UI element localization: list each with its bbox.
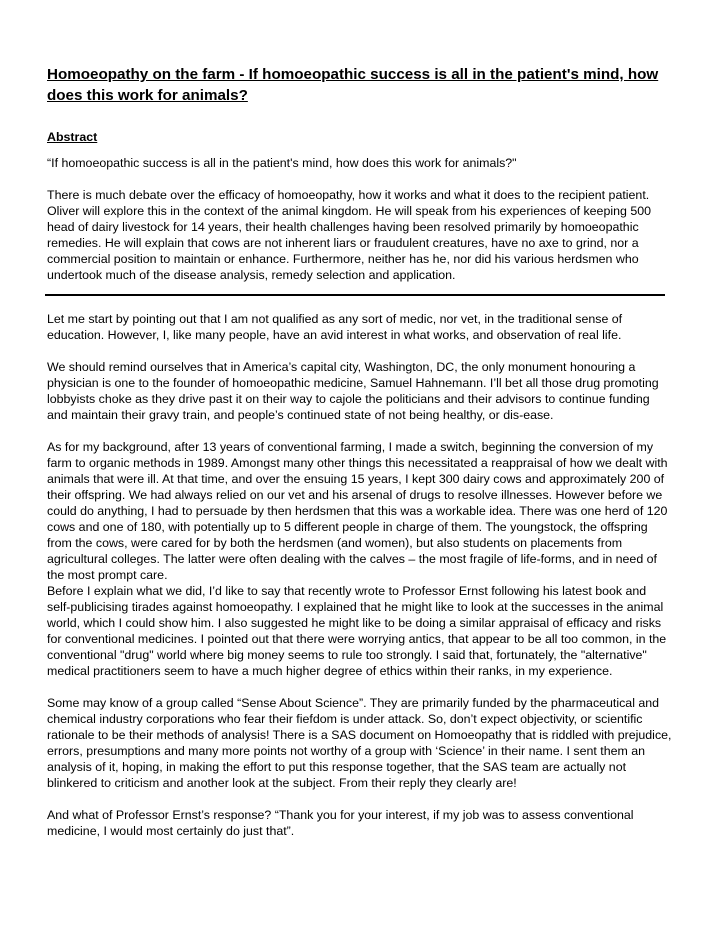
body-paragraph-3: As for my background, after 13 years of conventional farming, I made a switch, beginning the conversion of my farm to organic methods in 1989. Amongst many other things this necessitated a reappraisal of how we dealt with animals that were ill. At that time, and over the ensuing 15 years, I kept 300 dairy cows and approximately 200 of their offspring. We had always relied on our vet and his arsenal of drugs to resolve illnesses. However before we could do anything, I had to persuade by then herdsmen that this was a workable idea. There was one herd of 120 cows and one of 180, with potentially up to 5 different people in charge of them. The youngstock, the offspring from the cows, were cared for by both the herdsmen (and women), but also students on placements from agricultural colleges. The latter were often dealing with the calves – the most fragile of life-forms, and in need of the most prompt care. bbox=[47, 440, 668, 582]
body-paragraph-1: Let me start by pointing out that I am not qualified as any sort of medic, nor vet, in the traditional sense of education. However, I, like many people, have an avid interest in what works, and observation of real life. bbox=[47, 312, 623, 342]
abstract-quote: “If homoeopathic success is all in the patient's mind, how does this work for animals?" bbox=[47, 156, 517, 170]
body-paragraph-5: Some may know of a group called “Sense About Science”. They are primarily funded by the pharmaceutical and chemical industry corporations who fear their fiefdom is under attack. So, don’t expect objectivity, or scientific rationale to be their methods of analysis! There is a SAS document on Homoeopathy that is riddled with prejudice, errors, presumptions and many more points not worthy of a group with ‘Science’ in their name. I sent them an analysis of it, hoping, in making the effort to put this response together, that the SAS team are actually not blinkered to criticism and another look at the subject. From their reply they clearly are! bbox=[47, 696, 672, 790]
body-paragraph-4: Before I explain what we did, I’d like to say that recently wrote to Professor Ernst following his latest book and self-publicising tirades against homoeopathy. I explained that he might like to look at the successes in the animal world, which I could show him. I also suggested he might like to be doing a similar appraisal of efficacy and risks for conventional medicines. I pointed out that there were worrying antics, that appear to be all too common, in the conventional "drug" world where big money seems to rule too strongly. I said that, fortunately, the "alternative" medical practitioners seem to have a much higher degree of ethics within their ranks, in my experience. bbox=[47, 584, 667, 678]
body-paragraph-2: We should remind ourselves that in America’s capital city, Washington, DC, the only monument honouring a physician is one to the founder of homoeopathic medicine, Samuel Hahnemann. I’ll bet all those drug promoting lobbyists choke as they drive past it on their way to cajole the politicians and their advisors to continue funding and maintain their gravy train, and people’s continued state of not being healthy, or dis-ease. bbox=[47, 360, 659, 422]
body-paragraph-6: And what of Professor Ernst’s response? “Thank you for your interest, if my job was to assess conventional medicine, I would most certainly do just that”. bbox=[47, 808, 634, 838]
abstract-heading: Abstract bbox=[47, 130, 98, 144]
abstract-body: There is much debate over the efficacy of homoeopathy, how it works and what it does to the recipient patient. Oliver will explore this in the context of the animal kingdom. He will speak from his experiences of keeping 500 head of dairy livestock for 14 years, their health challenges having been resolved primarily by homoeopathic remedies. He will explain that cows are not inherent liars or fraudulent creatures, have no axe to grind, nor a commercial position to maintain or enhance. Furthermore, neither has he, nor did his various herdsmen who undertook much of the disease analysis, remedy selection and application. bbox=[47, 188, 651, 282]
document-title: Homoeopathy on the farm - If homoeopathic success is all in the patient's mind, how does this work for animals? bbox=[47, 66, 659, 104]
document-page bbox=[47, 64, 673, 839]
section-divider bbox=[45, 294, 665, 296]
